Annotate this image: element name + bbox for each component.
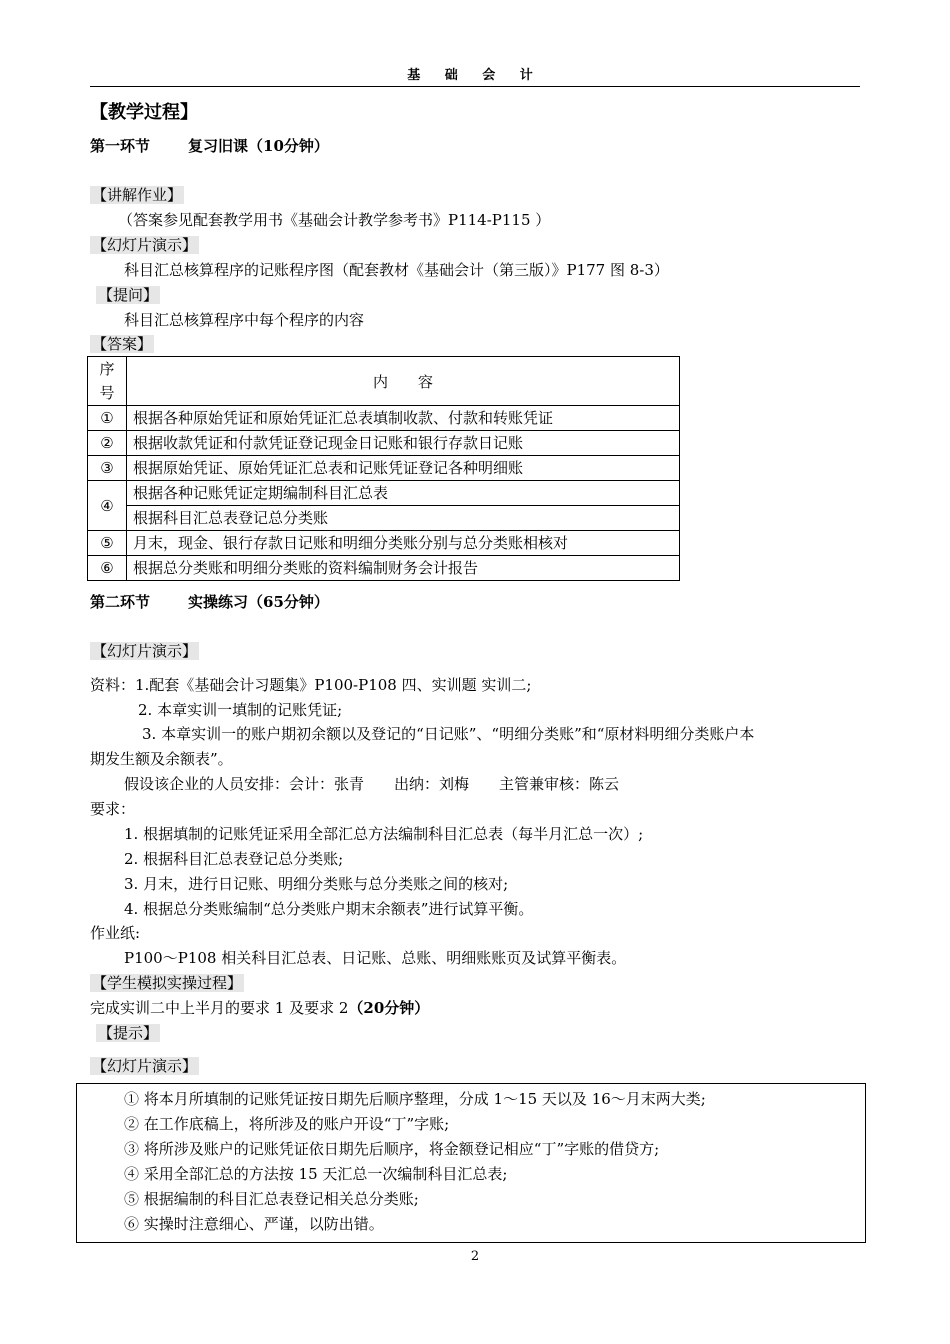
table-row bbox=[88, 556, 680, 581]
tip-item: ⑤ 根据编制的科目汇总表登记相关总分类账; bbox=[124, 1190, 419, 1208]
student-practice-time: （20分钟） bbox=[348, 999, 430, 1017]
section2-label: 第二环节 bbox=[90, 593, 151, 611]
table-row bbox=[88, 431, 680, 456]
row-content: 根据总分类账和明细分类账的资料编制财务会计报告 bbox=[127, 556, 680, 581]
row-no: ⑥ bbox=[88, 556, 127, 581]
staff-arrangement: 假设该企业的人员安排：会计：张青 出纳：刘梅 主管兼审核：陈云 bbox=[124, 775, 620, 793]
row-no: ② bbox=[88, 431, 127, 456]
section1-name: 复习旧课（10分钟） bbox=[188, 137, 329, 155]
slide-tag-3: 【幻灯片演示】 bbox=[92, 1057, 198, 1075]
worksheet-label: 作业纸: bbox=[90, 924, 141, 942]
question-tag: 【提问】 bbox=[98, 286, 159, 304]
section1-heading bbox=[90, 135, 329, 156]
slide-text-1: 科目汇总核算程序的记账程序图（配套教材《基础会计（第三版）》P177 图 8-3） bbox=[124, 261, 669, 279]
material-line-3a: 3. 本章实训一的账户期初余额以及登记的“日记账”、“明细分类账”和“原材料明细分类账户本 bbox=[142, 725, 755, 743]
section2-name: 实操练习（65分钟） bbox=[188, 593, 329, 611]
slide-tag-2: 【幻灯片演示】 bbox=[92, 642, 198, 660]
question-text: 科目汇总核算程序中每个程序的内容 bbox=[124, 311, 365, 329]
row-no: ⑤ bbox=[88, 531, 127, 556]
running-header: 基 础 会 计 bbox=[407, 68, 543, 83]
homework-tag: 【讲解作业】 bbox=[92, 186, 183, 204]
table-row bbox=[88, 456, 680, 481]
tip-item: ① 将本月所填制的记账凭证按日期先后顺序整理，分成 1～15 天以及 16～月末两大类; bbox=[124, 1090, 706, 1108]
tip-item: ⑥ 实操时注意细心、严谨，以防出错。 bbox=[124, 1215, 384, 1233]
requirement-2: 2. 根据科目汇总表登记总分类账; bbox=[124, 850, 344, 868]
table-row bbox=[88, 406, 680, 431]
page-title: 【教学过程】 bbox=[90, 102, 198, 123]
table-row bbox=[88, 531, 680, 556]
page-number: 2 bbox=[470, 1249, 480, 1264]
row-content: 根据原始凭证、原始凭证汇总表和记账凭证登记各种明细账 bbox=[127, 456, 680, 481]
tip-item: ④ 采用全部汇总的方法按 15 天汇总一次编制科目汇总表; bbox=[124, 1165, 508, 1183]
material-line-1: 资料：1.配套《基础会计习题集》P100-P108 四、实训题 实训二; bbox=[90, 676, 532, 694]
hint-tag: 【提示】 bbox=[98, 1024, 159, 1042]
row-content: 根据各种记账凭证定期编制科目汇总表 bbox=[127, 481, 680, 506]
column-header-content: 内 容 bbox=[127, 357, 680, 406]
tip-item: ③ 将所涉及账户的记账凭证依日期先后顺序，将金额登记相应“丁”字账的借贷方; bbox=[124, 1140, 660, 1158]
section1-label: 第一环节 bbox=[90, 137, 151, 155]
requirement-4: 4. 根据总分类账编制“总分类账户期末余额表”进行试算平衡。 bbox=[124, 900, 534, 918]
requirement-3: 3. 月末，进行日记账、明细分类账与总分类账之间的核对; bbox=[124, 875, 509, 893]
worksheet-text: P100～P108 相关科目汇总表、日记账、总账、明细账账页及试算平衡表。 bbox=[124, 949, 627, 967]
header-divider bbox=[90, 86, 860, 87]
column-header-no: 序号 bbox=[88, 357, 127, 406]
material-line-2: 2. 本章实训一填制的记账凭证; bbox=[138, 701, 343, 719]
slide-tag-1: 【幻灯片演示】 bbox=[92, 236, 198, 254]
section2-heading bbox=[90, 591, 329, 612]
table-row bbox=[88, 481, 680, 506]
row-no: ④ bbox=[88, 481, 127, 531]
material-line-3b: 期发生额及余额表”。 bbox=[90, 750, 233, 768]
row-content: 月末，现金、银行存款日记账和明细分类账分别与总分类账相核对 bbox=[127, 531, 680, 556]
table-header-row bbox=[88, 357, 680, 406]
row-content: 根据科目汇总表登记总分类账 bbox=[127, 506, 680, 531]
row-no: ③ bbox=[88, 456, 127, 481]
tip-item: ② 在工作底稿上，将所涉及的账户开设“丁”字账; bbox=[124, 1115, 450, 1133]
requirement-1: 1. 根据填制的记账凭证采用全部汇总方法编制科目汇总表（每半月汇总一次）; bbox=[124, 825, 644, 843]
student-practice-text: 完成实训二中上半月的要求 1 及要求 2（20分钟） bbox=[90, 999, 430, 1017]
student-practice-tag: 【学生模拟实操过程】 bbox=[92, 974, 243, 992]
table-row bbox=[88, 506, 680, 531]
row-content: 根据各种原始凭证和原始凭证汇总表填制收款、付款和转账凭证 bbox=[127, 406, 680, 431]
homework-text: （答案参见配套教学用书《基础会计教学参考书》P114-P115 ） bbox=[118, 211, 551, 229]
requirements-label: 要求： bbox=[90, 800, 136, 818]
row-content: 根据收款凭证和付款凭证登记现金日记账和银行存款日记账 bbox=[127, 431, 680, 456]
row-no: ① bbox=[88, 406, 127, 431]
answer-tag: 【答案】 bbox=[92, 335, 153, 353]
answer-table bbox=[87, 356, 680, 581]
